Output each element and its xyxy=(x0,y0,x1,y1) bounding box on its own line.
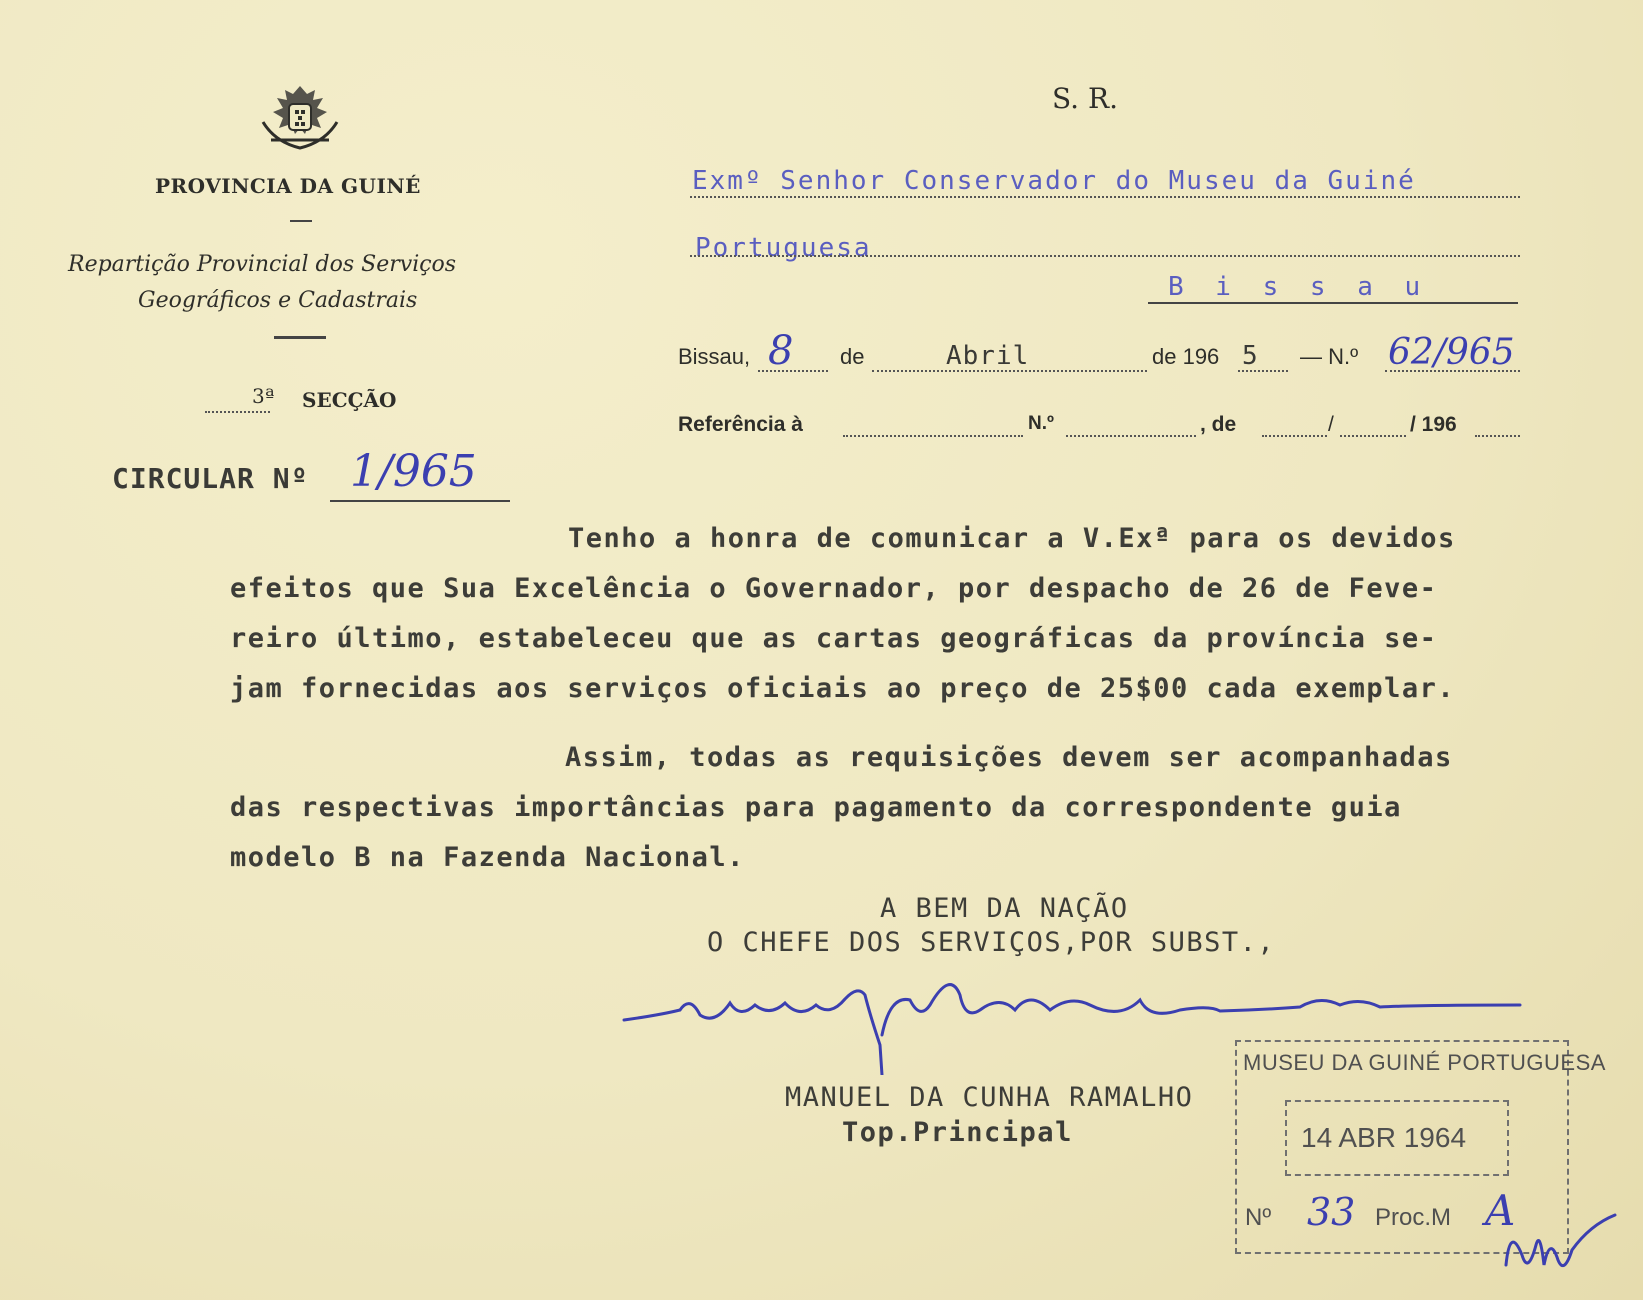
reference-day-rule xyxy=(1262,435,1327,437)
department-line2: Geográficos e Cadastrais xyxy=(138,288,418,313)
date-year-prefix: de 196 xyxy=(1152,344,1220,369)
body-paragraph1-line3: reiro último, estabeleceu que as cartas geográficas da província se- xyxy=(230,623,1438,654)
reference-year-rule xyxy=(1475,435,1520,437)
reference-no-label: N.º xyxy=(1028,413,1054,434)
reference-rule xyxy=(843,435,1023,437)
stamp-date-box xyxy=(1285,1100,1509,1176)
body-paragraph2-line3: modelo B na Fazenda Nacional. xyxy=(230,842,745,873)
reference-label: Referência à xyxy=(678,413,803,436)
body-paragraph1-line4: jam fornecidas aos serviços oficiais ao preço de 25$00 cada exemplar. xyxy=(230,673,1456,704)
stamp-museum-name: MUSEU DA GUINÉ PORTUGUESA xyxy=(1243,1050,1606,1075)
addressee-city-rule xyxy=(1148,302,1518,304)
date-place-label: Bissau, xyxy=(678,344,751,369)
sr-mark: S. R. xyxy=(1052,82,1118,115)
addressee-line1: Exmº Senhor Conservador do Museu da Guiné xyxy=(692,166,1416,196)
date-year-digit: 5 xyxy=(1242,341,1259,371)
stamp-date: 14 ABR 1964 xyxy=(1301,1122,1467,1153)
coat-of-arms-emblem xyxy=(255,82,345,157)
stamp-proc-label: Proc.M xyxy=(1375,1204,1452,1231)
number-rule xyxy=(1385,370,1520,372)
closing-title: O CHEFE DOS SERVIÇOS,POR SUBST., xyxy=(707,927,1276,958)
handwritten-initials xyxy=(1500,1205,1620,1285)
province-heading: PROVINCIA DA GUINÉ xyxy=(155,174,421,198)
reference-slash: / xyxy=(1328,413,1334,436)
addressee-line2-rule xyxy=(690,255,1520,257)
section-label: SECÇÃO xyxy=(302,388,397,412)
section-number-line xyxy=(205,411,270,413)
document-number: 62/965 xyxy=(1388,332,1515,373)
circular-underline xyxy=(330,500,510,502)
divider-double xyxy=(274,336,326,339)
signatory-name: MANUEL DA CUNHA RAMALHO xyxy=(785,1082,1194,1113)
section-number: 3ª xyxy=(252,384,275,408)
date-de-label: de xyxy=(840,344,865,369)
number-label: — N.º xyxy=(1300,344,1359,369)
body-paragraph1-line1: Tenho a honra de comunicar a V.Exª para os devidos xyxy=(568,523,1456,554)
addressee-city: B i s s a u xyxy=(1168,272,1429,302)
closing-motto: A BEM DA NAÇÃO xyxy=(880,893,1129,924)
addressee-line2: Portuguesa xyxy=(695,233,872,263)
body-paragraph1-line2: efeitos que Sua Excelência o Governador, por despacho de 26 de Feve- xyxy=(230,573,1438,604)
date-month: Abril xyxy=(946,341,1030,371)
reference-no-rule xyxy=(1066,435,1196,437)
stamp-proc-value: A xyxy=(1485,1186,1516,1235)
date-day: 8 xyxy=(768,328,794,374)
department-line1: Repartição Provincial dos Serviços xyxy=(68,252,457,277)
reference-month-rule xyxy=(1340,435,1406,437)
body-paragraph2-line1: Assim, todas as requisições devem ser acompanhadas xyxy=(565,742,1453,773)
stamp-no-value: 33 xyxy=(1307,1190,1356,1234)
date-day-rule xyxy=(758,370,828,372)
body-paragraph2-line2: das respectivas importâncias para pagamento da correspondente guia xyxy=(230,792,1402,823)
circular-label: CIRCULAR Nº xyxy=(112,462,309,495)
stamp-no-label: Nº xyxy=(1245,1204,1272,1231)
reference-year-prefix: / 196 xyxy=(1410,413,1457,436)
circular-number: 1/965 xyxy=(350,446,477,497)
date-month-rule xyxy=(872,370,1147,372)
divider-short xyxy=(290,220,312,222)
addressee-line1-rule xyxy=(690,196,1520,198)
reference-de-label: , de xyxy=(1200,413,1237,436)
date-year-rule xyxy=(1238,370,1288,372)
signatory-role: Top.Principal xyxy=(842,1117,1073,1148)
